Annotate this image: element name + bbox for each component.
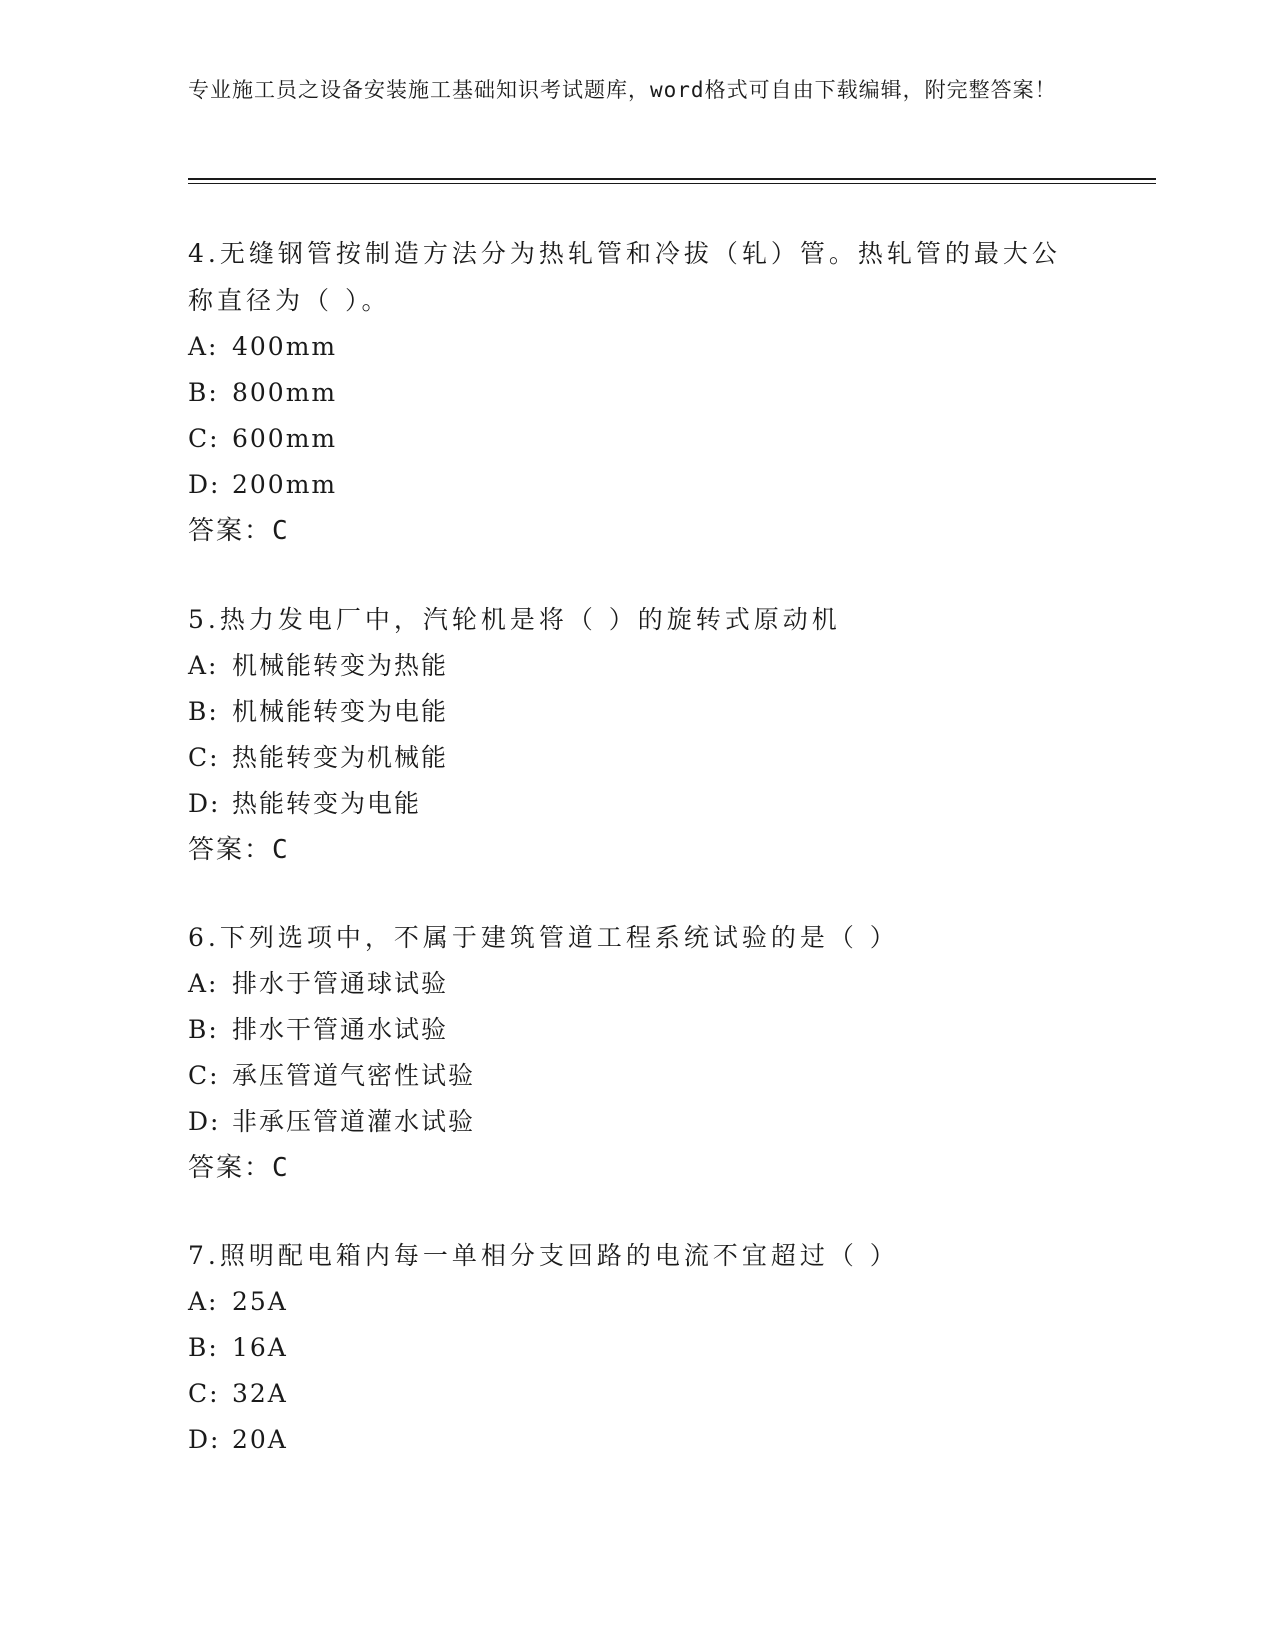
question-6: [188, 914, 1088, 1191]
option-text: 200mm: [232, 470, 338, 499]
option-text: 机械能转变为热能: [232, 651, 449, 680]
option-letter: C:: [188, 1061, 220, 1090]
question-4: [188, 230, 1088, 554]
option-text: 32A: [232, 1379, 288, 1408]
option-a: [188, 1279, 1088, 1325]
option-a: [188, 961, 1088, 1007]
option-c: [188, 1053, 1088, 1099]
question-7: [188, 1232, 1088, 1463]
option-letter: A:: [188, 651, 219, 680]
option-letter: C:: [188, 743, 220, 772]
option-letter: A:: [188, 1287, 219, 1316]
option-d: [188, 1417, 1088, 1463]
header-divider-thin: [188, 183, 1156, 184]
option-letter: C:: [188, 424, 220, 453]
option-b: [188, 370, 1088, 416]
option-text: 热能转变为机械能: [232, 743, 449, 772]
option-letter: A:: [188, 332, 219, 361]
option-text: 20A: [232, 1425, 288, 1454]
option-letter: B:: [188, 378, 219, 407]
option-text: 排水于管通球试验: [232, 969, 449, 998]
option-letter: B:: [188, 697, 219, 726]
option-c: [188, 735, 1088, 781]
option-text: 非承压管道灌水试验: [232, 1107, 476, 1136]
option-letter: B:: [188, 1015, 219, 1044]
option-letter: D:: [188, 1107, 221, 1136]
option-d: [188, 462, 1088, 508]
option-d: [188, 1099, 1088, 1145]
answer-line: 答案：C: [188, 516, 290, 546]
option-letter: D:: [188, 470, 221, 499]
header-divider-thick: [188, 178, 1156, 180]
option-text: 16A: [232, 1333, 288, 1362]
document-header: 专业施工员之设备安装施工基础知识考试题库，word格式可自由下载编辑，附完整答案！: [188, 78, 1057, 102]
option-c: [188, 416, 1088, 462]
question-text: 6.下列选项中，不属于建筑管道工程系统试验的是（ ）: [188, 923, 899, 952]
option-b: [188, 1007, 1088, 1053]
option-text: 排水干管通水试验: [232, 1015, 449, 1044]
option-text: 400mm: [232, 332, 338, 361]
option-letter: D:: [188, 789, 221, 818]
option-text: 承压管道气密性试验: [232, 1061, 476, 1090]
option-d: [188, 781, 1088, 827]
option-a: [188, 324, 1088, 370]
option-text: 600mm: [232, 424, 338, 453]
answer-line: 答案：C: [188, 1153, 290, 1183]
option-c: [188, 1371, 1088, 1417]
question-text: 5.热力发电厂中，汽轮机是将（ ）的旋转式原动机: [188, 605, 841, 634]
option-b: [188, 1325, 1088, 1371]
option-letter: A:: [188, 969, 219, 998]
option-a: [188, 643, 1088, 689]
option-letter: B:: [188, 1333, 219, 1362]
question-text: 4.无缝钢管按制造方法分为热轧管和冷拔（轧）管。热轧管的最大公称直径为（ ）。: [188, 239, 1061, 315]
answer-line: 答案：C: [188, 835, 290, 865]
question-5: [188, 596, 1088, 873]
question-text: 7.照明配电箱内每一单相分支回路的电流不宜超过（ ）: [188, 1241, 899, 1270]
option-text: 800mm: [232, 378, 338, 407]
option-b: [188, 689, 1088, 735]
option-letter: C:: [188, 1379, 220, 1408]
option-text: 25A: [232, 1287, 288, 1316]
option-text: 机械能转变为电能: [232, 697, 449, 726]
option-letter: D:: [188, 1425, 221, 1454]
option-text: 热能转变为电能: [232, 789, 422, 818]
